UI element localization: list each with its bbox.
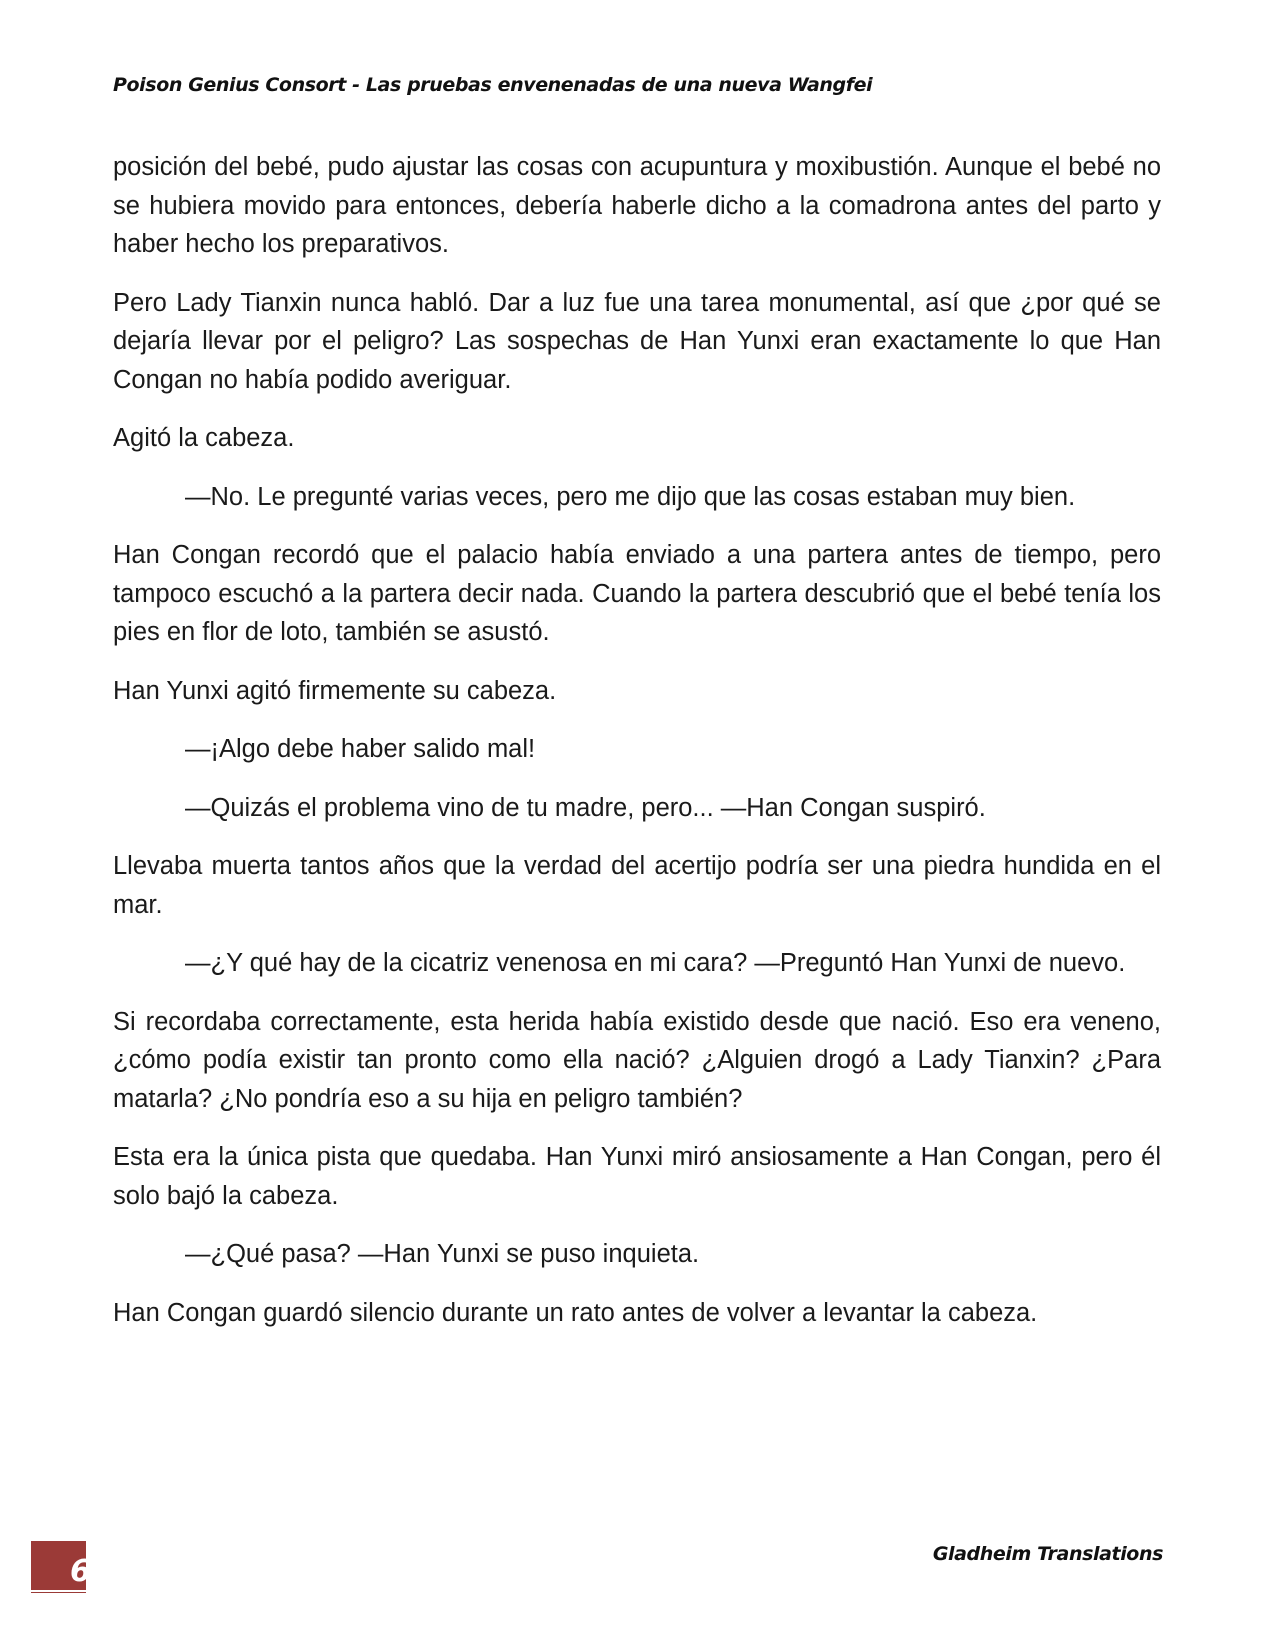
- body-paragraph: Agitó la cabeza.: [113, 424, 295, 452]
- body-paragraph: Han Yunxi agitó firmemente su cabeza.: [113, 676, 557, 705]
- body-paragraph: Si recordaba correctamente, esta herida había existido desde que nació. Eso era veneno, ¿cómo podía existir tan pronto como ella nació? ¿Alguien drogó a Lady Tianxin? ¿Para matarla? ¿No pondría eso a su hija en peligro también?: [113, 1007, 1161, 1113]
- page-body: [113, 148, 1161, 1352]
- dialogue-paragraph: —No. Le pregunté varias veces, pero me dijo que las cosas estaban muy bien.: [185, 482, 1076, 511]
- footer-credit: Gladheim Translations: [932, 1543, 1163, 1565]
- page-number-underline: [31, 1590, 86, 1592]
- body-paragraph: Pero Lady Tianxin nunca habló. Dar a luz fue una tarea monumental, así que ¿por qué se dejaría llevar por el peligro? Las sospechas de Han Yunxi eran exactamente lo que Han Congan no había podido averiguar.: [113, 288, 1161, 394]
- body-paragraph: posición del bebé, pudo ajustar las cosas con acupuntura y moxibustión. Aunque el bebé no se hubiera movido para entonces, debería haberle dicho a la comadrona antes del parto y haber hecho los preparativos.: [113, 153, 1161, 258]
- body-paragraph: Esta era la única pista que quedaba. Han Yunxi miró ansiosamente a Han Congan, pero él solo bajó la cabeza.: [113, 1143, 1161, 1210]
- body-paragraph: Han Congan guardó silencio durante un rato antes de volver a levantar la cabeza.: [113, 1298, 1038, 1327]
- body-paragraph: Llevaba muerta tantos años que la verdad del acertijo podría ser una piedra hundida en el mar.: [113, 852, 1161, 919]
- body-paragraph: Han Congan recordó que el palacio había enviado a una partera antes de tiempo, pero tampoco escuchó a la partera decir nada. Cuando la partera descubrió que el bebé tenía los pies en flor de loto, también se asustó.: [113, 541, 1161, 646]
- running-header: Poison Genius Consort - Las pruebas envenenadas de una nueva Wangfei: [113, 74, 873, 96]
- dialogue-paragraph: —¡Algo debe haber salido mal!: [185, 735, 536, 763]
- page-number: 6: [70, 1554, 91, 1589]
- dialogue-paragraph: —¿Qué pasa? —Han Yunxi se puso inquieta.: [185, 1240, 700, 1268]
- dialogue-paragraph: —¿Y qué hay de la cicatriz venenosa en mi cara? —Preguntó Han Yunxi de nuevo.: [185, 949, 1126, 977]
- dialogue-paragraph: —Quizás el problema vino de tu madre, pero... —Han Congan suspiró.: [185, 793, 986, 822]
